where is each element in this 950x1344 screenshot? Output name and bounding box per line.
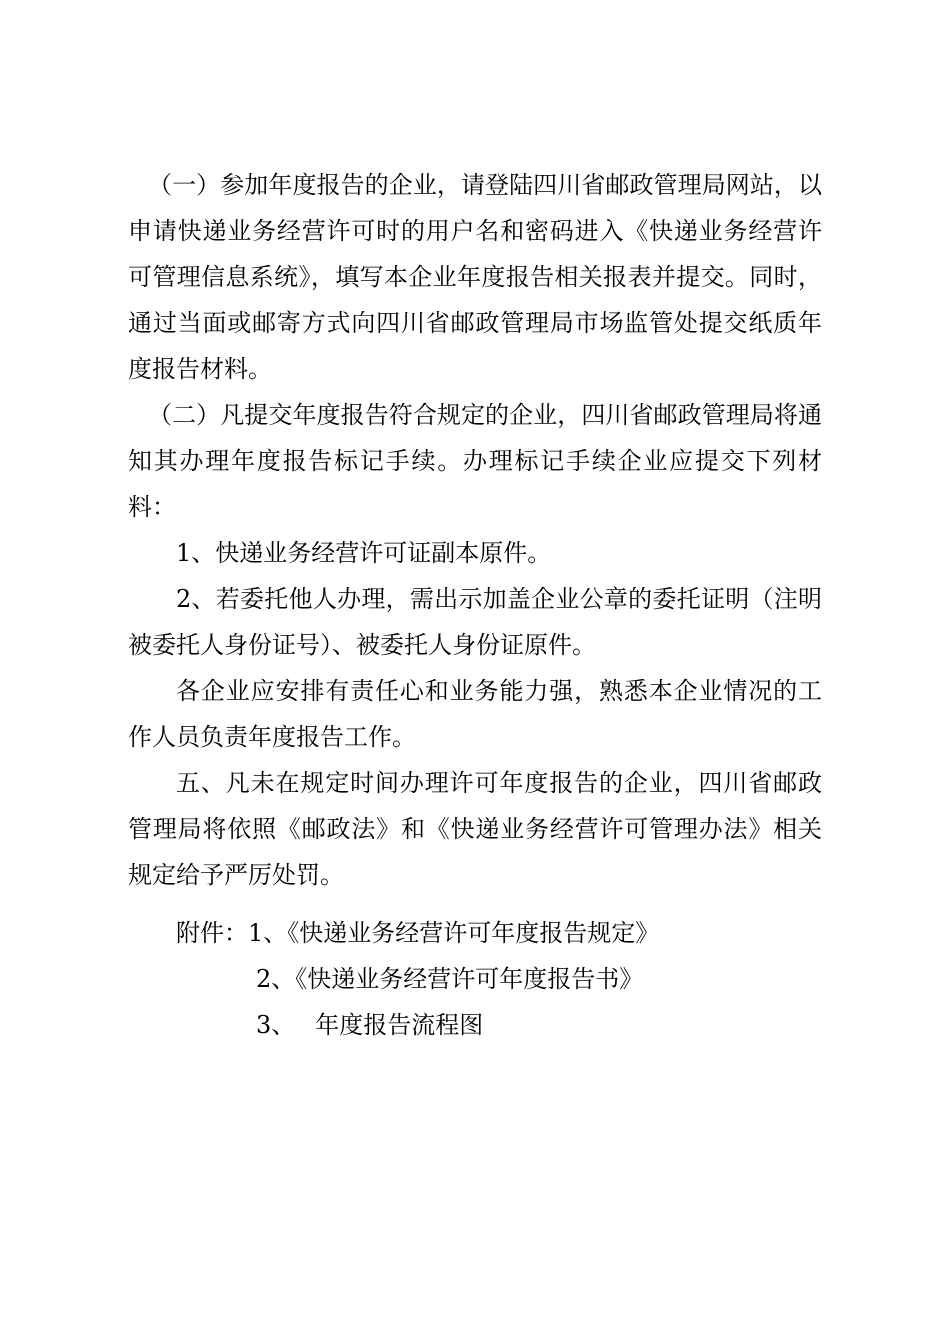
- attachments-label: 附件：: [176, 919, 248, 947]
- paragraph-item-2: （二）凡提交年度报告符合规定的企业，四川省邮政管理局将通知其办理年度报告标记手续。办理标记手续企业应提交下列材料：: [128, 401, 822, 521]
- attachment-title: 《快递业务经营许可年度报告书》: [295, 965, 644, 993]
- document-body: [128, 162, 822, 898]
- attachment-title: 《快递业务经营许可年度报告规定》: [287, 919, 660, 947]
- paragraph-section-five-penalty: 五、凡未在规定时间办理许可年度报告的企业，四川省邮政管理局将依照《邮政法》和《快递业务经营许可管理办法》相关规定给予严厉处罚。: [128, 769, 822, 889]
- attachment-number: 3、: [256, 1011, 296, 1039]
- attachment-number: 1、: [248, 919, 288, 947]
- attachments-list: [128, 910, 822, 1048]
- attachment-title: 年度报告流程图: [315, 1011, 484, 1039]
- attachment-item-1: [128, 910, 822, 956]
- attachment-number: 2、: [256, 965, 296, 993]
- attachment-item-2: [128, 956, 822, 1002]
- paragraph-item-2-material-2: 2、若委托他人办理，需出示加盖企业公章的委托证明（注明被委托人身份证号）、被委托人身份证原件。: [128, 585, 822, 659]
- paragraph-item-1: （一）参加年度报告的企业，请登陆四川省邮政管理局网站，以申请快递业务经营许可时的用户名和密码进入《快递业务经营许可管理信息系统》，填写本企业年度报告相关报表并提交。同时，通过当面或邮寄方式向四川省邮政管理局市场监管处提交纸质年度报告材料。: [128, 171, 822, 383]
- paragraph-item-2-material-1: 1、快递业务经营许可证副本原件。: [176, 539, 552, 567]
- paragraph-staffing-requirement: 各企业应安排有责任心和业务能力强，熟悉本企业情况的工作人员负责年度报告工作。: [128, 677, 822, 751]
- attachment-item-3: [128, 1002, 822, 1048]
